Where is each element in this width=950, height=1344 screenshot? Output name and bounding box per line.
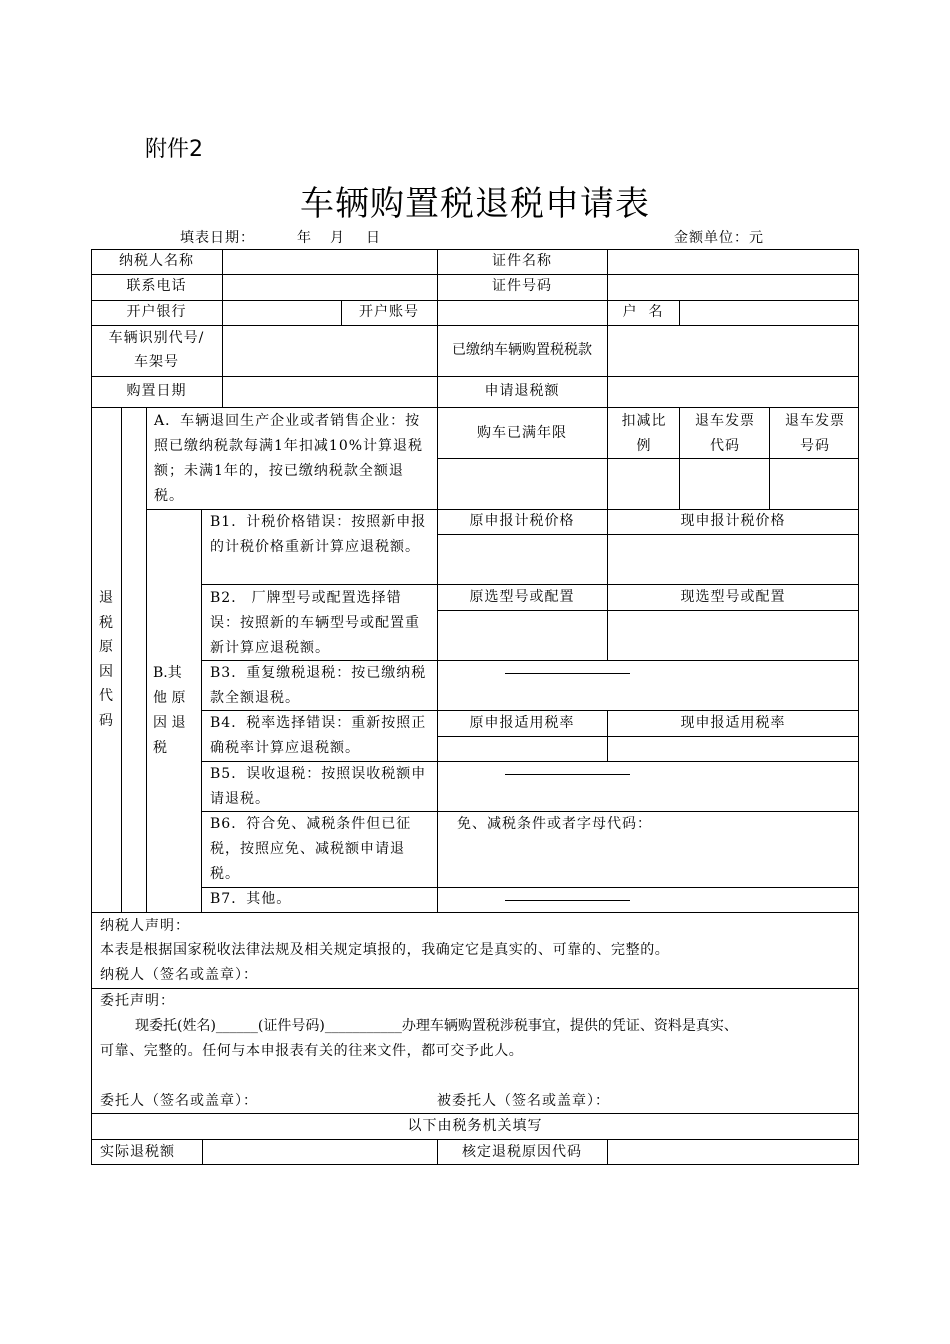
reason-b7-text: B7．其他。 bbox=[210, 891, 292, 907]
reason-b5-text: B5．误收退税：按照误收税额申请退税。 bbox=[210, 766, 427, 807]
reason-b4-text: B4．税率选择错误：重新按照正确税率计算应退税额。 bbox=[210, 715, 427, 756]
doc-number-label: 证件号码 bbox=[492, 278, 552, 294]
reason-b3-text: B3．重复缴税退税：按已缴纳税款全额退税。 bbox=[210, 665, 427, 706]
delegation-body-line1: 现委托(姓名)______(证件号码)___________办理车辆购置税涉税事宜，提供的凭证、资料是真实、 bbox=[135, 1018, 738, 1034]
taxpayer-name-label: 纳税人名称 bbox=[119, 253, 194, 269]
amount-unit: 金额单位：元 bbox=[674, 230, 764, 246]
tax-office-section-title: 以下由税务机关填写 bbox=[407, 1118, 543, 1134]
date-label: 填表日期： bbox=[180, 230, 255, 246]
declaration-title: 纳税人声明： bbox=[100, 918, 190, 934]
b1-original-price-header: 原申报计税价格 bbox=[469, 513, 575, 529]
vin-label-line1: 车辆识别代号/ bbox=[108, 330, 205, 346]
actual-refund-label: 实际退税额 bbox=[100, 1144, 175, 1160]
year-label: 年 bbox=[297, 230, 312, 246]
reason-a-text: A．车辆退回生产企业或者销售企业：按照已缴纳税款每满1年扣减10%计算退税额；未满1年的，按已缴纳税款全额退税。 bbox=[154, 413, 424, 504]
delegator-signature-label: 委托人（签名或盖章）： bbox=[100, 1093, 258, 1109]
reason-b1-text: B1．计税价格错误：按照新申报的计税价格重新计算应退税额。 bbox=[210, 514, 427, 555]
years-owned-header: 购车已满年限 bbox=[477, 425, 567, 441]
b4-original-rate-header: 原申报适用税率 bbox=[469, 715, 575, 731]
vin-label-line2: 车架号 bbox=[134, 354, 179, 370]
reason-code-label: 退 税 原 因 代 码 bbox=[99, 590, 113, 729]
delegation-title: 委托声明： bbox=[100, 993, 175, 1009]
doc-name-label: 证件名称 bbox=[492, 253, 552, 269]
attachment-label: 附件2 bbox=[145, 137, 203, 162]
delegation-body-line2: 可靠、完整的。任何与本申报表有关的往来文件，都可交予此人。 bbox=[100, 1043, 524, 1059]
form-title: 车辆购置税退税申请表 bbox=[300, 184, 650, 224]
month-label: 月 bbox=[330, 230, 345, 246]
refund-amount-label: 申请退税额 bbox=[484, 383, 560, 399]
approved-reason-code-label: 核定退税原因代码 bbox=[462, 1144, 582, 1160]
reason-b2-text: B2． 厂牌型号或配置选择错误：按照新的车辆型号或配置重新计算应退税额。 bbox=[210, 590, 420, 656]
account-holder-label: 户 名 bbox=[622, 304, 664, 320]
declaration-body: 本表是根据国家税收法律法规及相关规定填报的，我确定它是真实的、可靠的、完整的。 bbox=[100, 942, 670, 958]
phone-label: 联系电话 bbox=[126, 278, 187, 294]
purchase-date-label: 购置日期 bbox=[126, 383, 187, 399]
b1-new-price-header: 现申报计税价格 bbox=[680, 513, 786, 529]
refund-application-table bbox=[91, 249, 859, 1165]
deduction-rate-header: 扣减比例 bbox=[621, 413, 667, 454]
day-label: 日 bbox=[366, 230, 381, 246]
account-label: 开户账号 bbox=[359, 304, 419, 320]
invoice-code-header: 退车发票代码 bbox=[695, 413, 755, 454]
invoice-number-header: 退车发票号码 bbox=[785, 413, 845, 454]
b2-new-model-header: 现选型号或配置 bbox=[680, 589, 786, 605]
reason-b-label: B.其 他 原 因 退 税 bbox=[153, 665, 186, 756]
bank-label: 开户银行 bbox=[126, 304, 187, 320]
taxpayer-signature-label: 纳税人（签名或盖章）： bbox=[100, 967, 258, 983]
b6-exemption-code-label: 免、减税条件或者字母代码： bbox=[457, 816, 652, 832]
b2-original-model-header: 原选型号或配置 bbox=[469, 589, 575, 605]
b4-new-rate-header: 现申报适用税率 bbox=[680, 715, 786, 731]
reason-b6-text: B6．符合免、减税条件但已征税，按照应免、减税额申请退税。 bbox=[210, 816, 412, 882]
paid-tax-label: 已缴纳车辆购置税税款 bbox=[452, 342, 592, 358]
delegatee-signature-label: 被委托人（签名或盖章）： bbox=[437, 1093, 610, 1109]
